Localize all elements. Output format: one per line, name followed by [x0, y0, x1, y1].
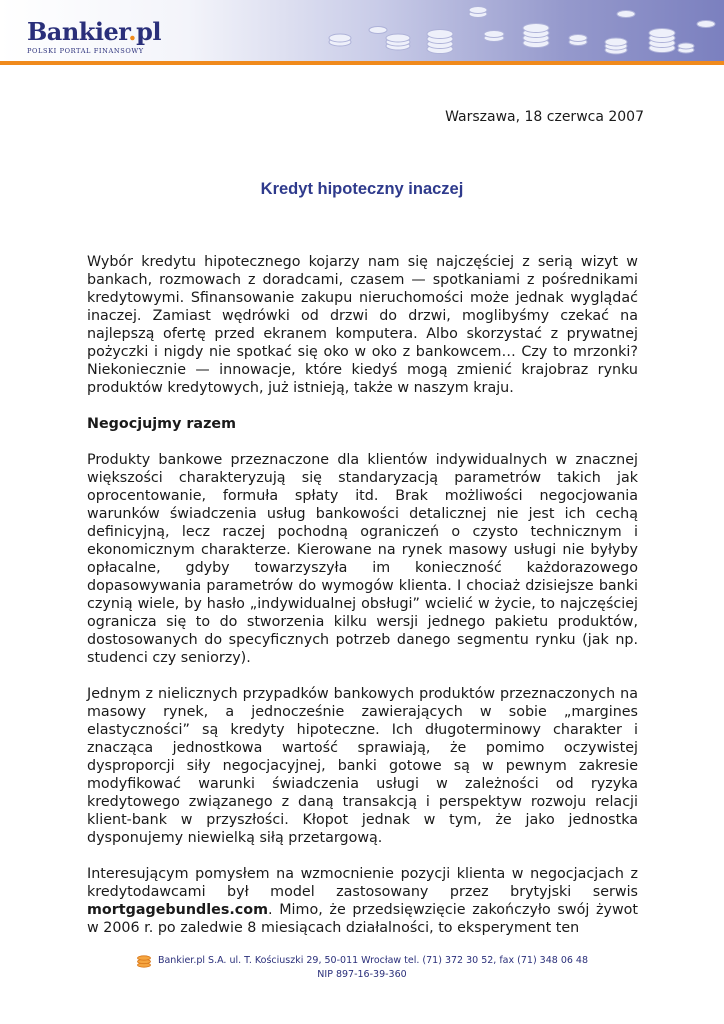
article-body: [87, 253, 638, 955]
coin-stack-8: [569, 35, 587, 46]
coin-stack-3: [386, 34, 410, 50]
coin-stack-4: [427, 30, 453, 54]
section-heading: Negocjujmy razem: [87, 416, 236, 432]
coin-stack-10: [617, 11, 635, 18]
document-title: Kredyt hipoteczny inaczej: [260, 180, 464, 198]
coin-stack-13: [697, 21, 715, 28]
bankier-logo[interactable]: [27, 17, 162, 55]
header-banner: [0, 0, 724, 64]
intro-paragraph: Wybór kredytu hipotecznego kojarzy nam się najczęściej z serią wizyt w bankach, rozmowach z doradcami, czasem — spotkaniami z pośrednikami kredytowymi. Sfinansowanie zakupu nieruchomości może jednak wyglądać inaczej. Zamiast wędrówki od drzwi do drzwi, moglibyśmy czekać na najlepszą ofertę przed ekranem komputera. Albo skorzystać z prywatnej pożyczki i nigdy nie spotkać się oko w oko z bankowcem… Czy to mrzonki? Niekoniecznie — innowacje, które kiedyś mogą zmienić krajobraz rynku produktów kredytowych, już istnieją, także w naszym kraju.: [87, 254, 638, 396]
body-paragraph-2: Jednym z nielicznych przypadków bankowych produktów przeznaczonych na masowy rynek, a jednocześnie zawierających w sobie „margines elastyczności” są kredyty hipoteczne. Ich długoterminowy charakter i znacząca jednostkowa wartość sprawiają, że pomimo oczywistej dysproporcji siły negocjacyjnej, banki gotowe są w pewnym zakresie modyfikować warunki świadczenia usługi w zależności od ryzyka kredytowego związanego z daną transakcją i perspektyw rozwoju relacji klient-bank w przyszłości. Kłopot jednak w tym, że jako jednostka dysponujemy niewielką siłą przetargową.: [87, 686, 638, 846]
document-date: Warszawa, 18 czerwca 2007: [445, 109, 644, 125]
coin-stack-1: [329, 34, 351, 46]
logo-wordmark: Bankier.pl: [27, 17, 162, 46]
page-footer: [0, 954, 724, 982]
body-paragraph-3: Interesującym pomysłem na wzmocnienie pozycji klienta w negocjacjach z kredytodawcami był model zastosowany przez brytyjski serwis mortgagebundles.com. Mimo, że przedsięwzięcie zakończyło swój żywot w 2006 r. po zaledwie 8 miesiącach działalności, to eksperyment ten: [87, 866, 638, 936]
footer-address: Bankier.pl S.A. ul. T. Kościuszki 29, 50-011 Wrocław tel. (71) 372 30 52, fax (71) 348 06 48: [157, 955, 589, 966]
coin-stack-6: [484, 31, 504, 42]
logo-tagline: POLSKI PORTAL FINANSOWY: [27, 47, 144, 55]
coin-stack-11: [649, 29, 675, 53]
coin-stack-2: [369, 27, 387, 34]
footer-nip: NIP 897-16-39-360: [317, 969, 407, 980]
coin-stack-7: [523, 24, 549, 48]
coin-stack-icon: [136, 954, 152, 968]
coin-stack-9: [605, 38, 627, 54]
header-divider: [0, 61, 724, 65]
mortgagebundles-link: mortgagebundles.com: [87, 902, 268, 918]
body-paragraph-1: Produkty bankowe przeznaczone dla klientów indywidualnych w znacznej większości charakteryzują się standaryzacją parametrów takich jak oprocentowanie, formuła spłaty itd. Brak możliwości negocjowania warunków świadczenia usług bankowości detalicznej nie jest ich cechą definicyjną, lecz raczej pochodną ograniczeń o czysto technicznym i ekonomicznym charakterze. Kierowane na rynek masowy usługi nie byłyby opłacalne, gdyby towarzyszyła im konieczność każdorazowego dopasowywania parametrów do wymogów klienta. I chociaż dzisiejsze banki czynią wiele, by hasło „indywidualnej obsługi” wcielić w życie, to najczęściej ogranicza się to do stworzenia kilku wersji jednego pakietu produktów, dostosowanych do specyficznych potrzeb danego segmentu rynku (jak np. studenci czy seniorzy).: [87, 452, 638, 666]
coin-stack-12: [678, 43, 694, 53]
coin-stack-5: [469, 7, 487, 18]
